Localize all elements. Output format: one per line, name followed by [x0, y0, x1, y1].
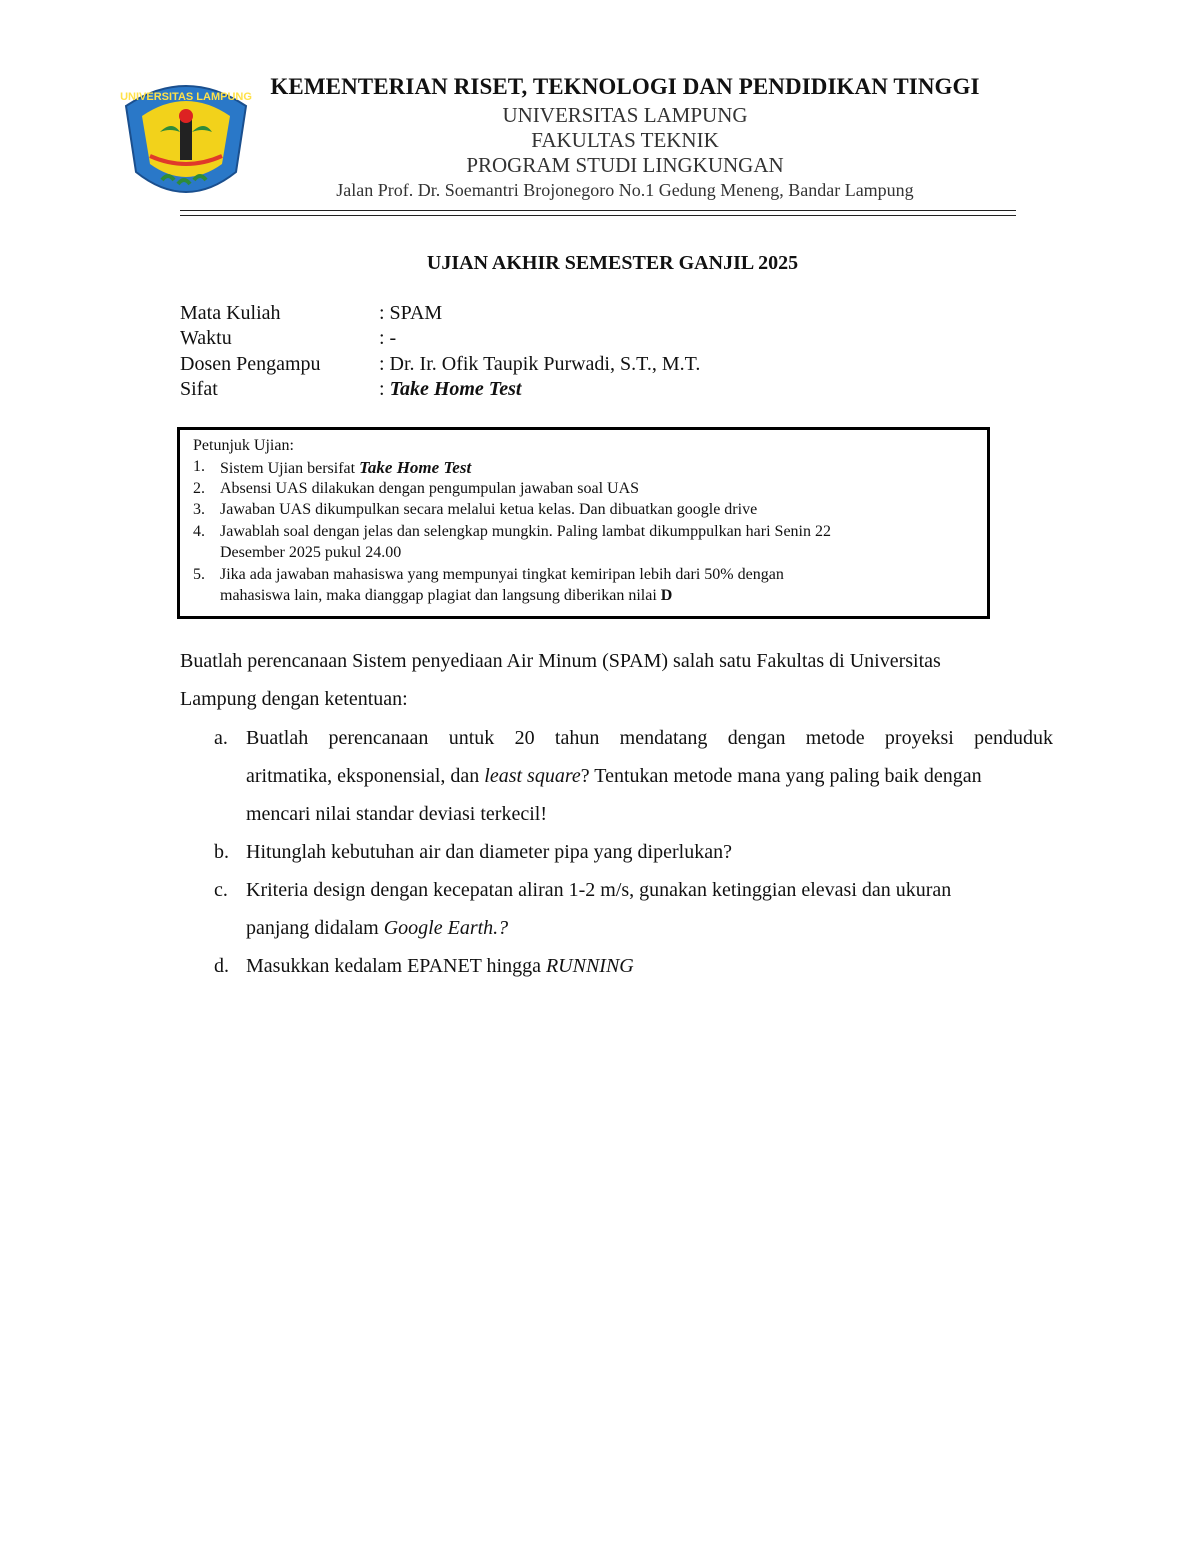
- instruction-item: Jawablah soal dengan jelas dan selengkap mungkin. Paling lambat dikumppulkan hari Senin 22: [220, 523, 831, 540]
- faculty-name: FAKULTAS TEKNIK: [531, 128, 719, 152]
- instruction-item: Jika ada jawaban mahasiswa yang mempunyai tingkat kemiripan lebih dari 50% dengan: [220, 566, 784, 583]
- program-name: PROGRAM STUDI LINGKUNGAN: [466, 153, 784, 177]
- question-c-line: panjang didalam Google Earth.?: [246, 917, 509, 939]
- instruction-number: 5.: [193, 566, 205, 583]
- logo-text: UNIVERSITAS LAMPUNG: [120, 91, 252, 103]
- instruction-item-cont: Desember 2025 pukul 24.00: [220, 544, 402, 561]
- instruction-number: 4.: [193, 523, 205, 540]
- instruction-number: 3.: [193, 501, 205, 518]
- instruction-number: 2.: [193, 480, 205, 497]
- question-a-line: aritmatika, eksponensial, dan least square? Tentukan metode mana yang paling baik dengan: [246, 765, 982, 787]
- question-letter: c.: [214, 879, 228, 901]
- intro-text: Buatlah perencanaan Sistem penyediaan Air Minum (SPAM) salah satu Fakultas di Universitas: [180, 650, 941, 672]
- meta-value: : -: [379, 327, 397, 349]
- question-letter: d.: [214, 955, 229, 977]
- meta-label: Mata Kuliah: [180, 302, 281, 324]
- address: Jalan Prof. Dr. Soemantri Brojonegoro No.1 Gedung Meneng, Bandar Lampung: [336, 180, 914, 200]
- meta-value: : Take Home Test: [379, 378, 522, 400]
- instruction-number: 1.: [193, 458, 205, 475]
- question-c-line: Kriteria design dengan kecepatan aliran 1-2 m/s, gunakan ketinggian elevasi dan ukuran: [246, 879, 952, 901]
- meta-label: Dosen Pengampu: [180, 353, 321, 375]
- instruction-item: Jawaban UAS dikumpulkan secara melalui ketua kelas. Dan dibuatkan google drive: [220, 501, 758, 518]
- meta-value: : Dr. Ir. Ofik Taupik Purwadi, S.T., M.T.: [379, 353, 701, 375]
- instruction-item-cont: mahasiswa lain, maka dianggap plagiat dan langsung diberikan nilai D: [220, 587, 673, 604]
- question-a-line: mencari nilai standar deviasi terkecil!: [246, 803, 547, 825]
- grade-d: D: [660, 587, 673, 604]
- header-divider: [180, 210, 1016, 216]
- meta-type-emph: Take Home Test: [389, 378, 522, 400]
- question-letter: a.: [214, 727, 228, 749]
- question-d-line: Masukkan kedalam EPANET hingga RUNNING: [246, 955, 634, 977]
- ministry-name: KEMENTERIAN RISET, TEKNOLOGI DAN PENDIDIKAN TINGGI: [270, 74, 980, 99]
- instruction-item: Sistem Ujian bersifat Take Home Test: [220, 458, 472, 477]
- question-a-line: Buatlah perencanaan untuk 20 tahun mendatang dengan metode proyeksi penduduk: [246, 727, 1053, 749]
- exam-title: UJIAN AKHIR SEMESTER GANJIL 2025: [426, 252, 799, 274]
- instruction-item: Absensi UAS dilakukan dengan pengumpulan jawaban soal UAS: [220, 480, 640, 497]
- question-letter: b.: [214, 841, 229, 863]
- meta-label: Sifat: [180, 378, 218, 400]
- meta-value: : SPAM: [379, 302, 443, 324]
- question-b-line: Hitunglah kebutuhan air dan diameter pipa yang diperlukan?: [246, 841, 732, 863]
- instructions-title: Petunjuk Ujian:: [193, 437, 294, 454]
- university-logo: [120, 72, 252, 204]
- intro-text-cont: Lampung dengan ketentuan:: [180, 688, 408, 710]
- university-name: UNIVERSITAS LAMPUNG: [502, 103, 748, 127]
- meta-label: Waktu: [180, 327, 232, 349]
